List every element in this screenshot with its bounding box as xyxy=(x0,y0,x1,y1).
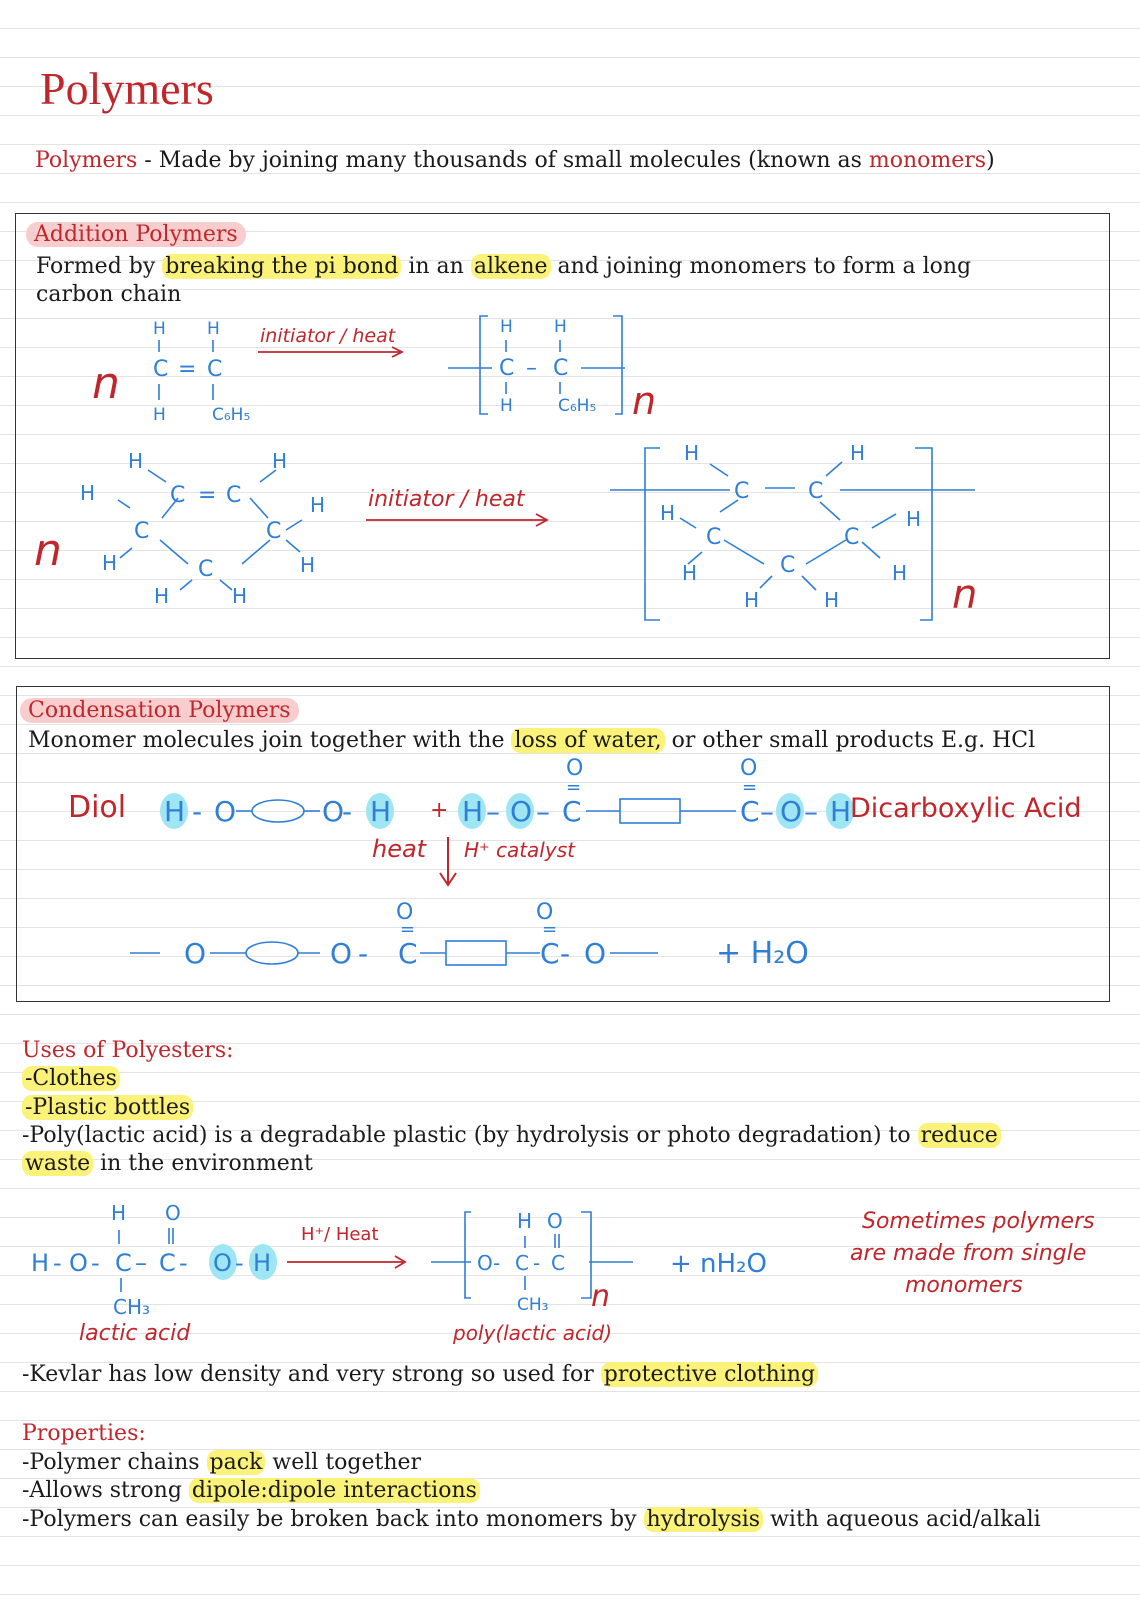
svg-text:C: C xyxy=(198,557,214,582)
svg-text:C: C xyxy=(115,1249,132,1277)
n-water-product: + nH₂O xyxy=(670,1249,767,1279)
highlight-waste: waste xyxy=(22,1151,93,1176)
svg-text:C: C xyxy=(706,525,722,550)
svg-text:O: O xyxy=(584,937,607,970)
lactic-acid-label: lactic acid xyxy=(79,1321,191,1346)
n-coefficient: n xyxy=(92,358,120,409)
svg-text:O: O xyxy=(740,756,758,781)
svg-text:-: - xyxy=(91,1249,100,1277)
svg-text:C: C xyxy=(808,479,824,504)
atom-h: H xyxy=(153,405,166,425)
svg-text:CH₃: CH₃ xyxy=(517,1295,549,1315)
svg-text:H: H xyxy=(906,507,922,531)
svg-text:H: H xyxy=(892,561,908,585)
svg-text:C: C xyxy=(134,519,150,544)
svg-text:H: H xyxy=(300,553,316,577)
addition-diagram-2 xyxy=(20,440,1100,640)
properties-line-1: -Polymer chains pack well together xyxy=(22,1450,422,1475)
kevlar-line: -Kevlar has low density and very strong so used for protective clothing xyxy=(22,1362,818,1387)
svg-text:H: H xyxy=(660,501,676,525)
page-title: Polymers xyxy=(40,63,214,114)
svg-text:C: C xyxy=(266,519,282,544)
uses-item-bottles: -Plastic bottles xyxy=(22,1095,193,1120)
svg-text:O: O xyxy=(536,900,554,925)
svg-text:CH₃: CH₃ xyxy=(113,1295,151,1319)
svg-text:C: C xyxy=(398,937,418,970)
atom-c: C xyxy=(153,357,169,382)
n-coefficient: n xyxy=(34,525,62,576)
note-line-2: are made from single xyxy=(850,1241,1087,1266)
svg-text:O: O xyxy=(780,795,803,828)
svg-text:H: H xyxy=(102,551,118,575)
svg-text:H: H xyxy=(272,449,288,473)
svg-text:H: H xyxy=(517,1209,533,1233)
svg-text:-: - xyxy=(342,795,353,828)
svg-text:O: O xyxy=(477,1251,493,1275)
svg-text:-: - xyxy=(358,937,369,970)
svg-text:O: O xyxy=(69,1249,88,1277)
svg-text:H: H xyxy=(232,584,248,608)
atom-h: H xyxy=(207,319,220,339)
svg-text:C: C xyxy=(540,937,560,970)
svg-text:C: C xyxy=(734,479,750,504)
svg-text:-: - xyxy=(235,1249,244,1277)
svg-text:H: H xyxy=(111,1201,127,1225)
single-bond: – xyxy=(526,356,537,381)
addition-description: Formed by breaking the pi bond in an alkene and joining monomers to form a long xyxy=(36,254,972,279)
svg-text:H: H xyxy=(31,1249,50,1277)
diol-label: Diol xyxy=(68,790,127,825)
definition-term: Polymers xyxy=(35,148,138,173)
svg-text:=: = xyxy=(566,777,582,798)
svg-text:H: H xyxy=(684,441,700,465)
svg-text:-: - xyxy=(53,1249,62,1277)
uses-item-clothes: -Clothes xyxy=(22,1066,120,1091)
svg-text:–: – xyxy=(760,795,774,828)
svg-text:C: C xyxy=(780,553,796,578)
svg-text:H: H xyxy=(682,561,698,585)
atom-h: H xyxy=(554,317,567,337)
atom-c: C xyxy=(553,356,569,381)
atom-h: H xyxy=(153,319,166,339)
svg-text:-: - xyxy=(560,937,571,970)
definition-text: Made by joining many thousands of small molecules (known as xyxy=(158,148,869,173)
svg-text:H: H xyxy=(824,588,840,612)
svg-text:O: O xyxy=(213,1249,232,1277)
highlight-loss-of-water: loss of water, xyxy=(511,728,664,753)
svg-text:O: O xyxy=(322,795,345,828)
definition-line xyxy=(35,148,995,173)
svg-text:–: – xyxy=(135,1249,147,1277)
svg-text:-: - xyxy=(192,795,203,828)
svg-text:O: O xyxy=(330,937,353,970)
svg-text:C: C xyxy=(844,525,860,550)
properties-line-3: -Polymers can easily be broken back into monomers by hydrolysis with aqueous acid/alkali xyxy=(22,1507,1041,1532)
condensation-heading: Condensation Polymers xyxy=(20,698,299,723)
svg-text:H: H xyxy=(154,584,170,608)
svg-text:H: H xyxy=(128,449,144,473)
svg-text:O: O xyxy=(547,1209,563,1233)
phenyl-group: C₆H₅ xyxy=(558,396,597,416)
svg-text:H: H xyxy=(80,481,96,505)
svg-text:O: O xyxy=(566,756,584,781)
lactic-acid-diagram xyxy=(25,1198,1115,1350)
n-subscript: n xyxy=(632,379,657,423)
note-line-1: Sometimes polymers xyxy=(862,1209,1095,1234)
svg-text:H: H xyxy=(253,1249,272,1277)
svg-text:H: H xyxy=(462,795,484,828)
addition-description-2: carbon chain xyxy=(36,282,182,307)
atom-h: H xyxy=(500,396,513,416)
highlight-hydrolysis: hydrolysis xyxy=(644,1507,764,1532)
highlight-dipole: dipole:dipole interactions xyxy=(189,1478,480,1503)
svg-text:=: = xyxy=(542,919,558,940)
water-product: + H₂O xyxy=(716,936,809,971)
svg-text:C: C xyxy=(562,795,582,828)
arrow-label: initiator / heat xyxy=(260,325,396,347)
note-line-3: monomers xyxy=(905,1273,1023,1298)
svg-text:–: – xyxy=(536,795,550,828)
highlight-reduce: reduce xyxy=(918,1123,1001,1148)
svg-text:H: H xyxy=(370,795,392,828)
atom-c: C xyxy=(207,357,223,382)
arrow-label: initiator / heat xyxy=(368,487,525,512)
uses-pla-line-1: -Poly(lactic acid) is a degradable plastic (by hydrolysis or photo degradation) to reduce xyxy=(22,1123,1001,1148)
definition-close: ) xyxy=(986,148,995,173)
dicarboxylic-acid-label: Dicarboxylic Acid xyxy=(850,793,1082,824)
atom-c: C xyxy=(499,356,515,381)
svg-text:C: C xyxy=(159,1249,176,1277)
svg-text:C: C xyxy=(740,795,760,828)
svg-text:O: O xyxy=(165,1201,181,1225)
condensation-diagram xyxy=(30,755,1105,995)
svg-text:C: C xyxy=(226,483,242,508)
double-bond: = xyxy=(178,357,197,382)
svg-text:O: O xyxy=(510,795,533,828)
svg-text:-: - xyxy=(179,1249,188,1277)
svg-text:=: = xyxy=(742,777,758,798)
uses-pla-line-2: waste in the environment xyxy=(22,1151,313,1176)
svg-text:=: = xyxy=(400,919,416,940)
svg-text:C: C xyxy=(515,1251,529,1275)
n-subscript: n xyxy=(952,572,978,618)
svg-text:H: H xyxy=(830,795,852,828)
addition-heading: Addition Polymers xyxy=(26,222,246,247)
addition-diagram-1 xyxy=(60,310,760,435)
svg-text:H: H xyxy=(164,795,186,828)
plus-sign: + xyxy=(430,798,449,823)
svg-text:n: n xyxy=(591,1279,611,1314)
catalyst-label: H⁺ catalyst xyxy=(464,838,575,862)
h-heat-label: H⁺/ Heat xyxy=(301,1224,379,1245)
svg-text:=: = xyxy=(198,483,217,508)
highlight-pi-bond: breaking the pi bond xyxy=(162,254,401,279)
svg-text:O: O xyxy=(214,795,237,828)
condensation-description: Monomer molecules join together with the loss of water, or other small products E.g. HCl xyxy=(28,728,1036,753)
properties-heading: Properties: xyxy=(22,1421,146,1446)
highlight-protective-clothing: protective clothing xyxy=(601,1362,818,1387)
svg-text:-: - xyxy=(533,1251,541,1275)
svg-text:O: O xyxy=(184,937,207,970)
poly-lactic-acid-label: poly(lactic acid) xyxy=(453,1321,612,1345)
definition-sep: - xyxy=(137,148,159,173)
properties-line-2: -Allows strong dipole:dipole interactions xyxy=(22,1478,480,1503)
highlight-alkene: alkene xyxy=(471,254,551,279)
heat-label: heat xyxy=(372,835,427,863)
svg-text:-: - xyxy=(493,1251,501,1275)
phenyl-group: C₆H₅ xyxy=(212,405,251,425)
svg-text:H: H xyxy=(850,441,866,465)
svg-text:H: H xyxy=(744,588,760,612)
uses-heading: Uses of Polyesters: xyxy=(22,1038,234,1063)
svg-text:H: H xyxy=(310,493,326,517)
highlight-pack: pack xyxy=(207,1450,266,1475)
svg-text:C: C xyxy=(551,1251,565,1275)
definition-monomers: monomers xyxy=(868,148,987,173)
svg-text:O: O xyxy=(396,900,414,925)
atom-h: H xyxy=(500,317,513,337)
svg-text:–: – xyxy=(804,795,818,828)
svg-text:–: – xyxy=(486,795,500,828)
svg-text:C: C xyxy=(170,483,186,508)
